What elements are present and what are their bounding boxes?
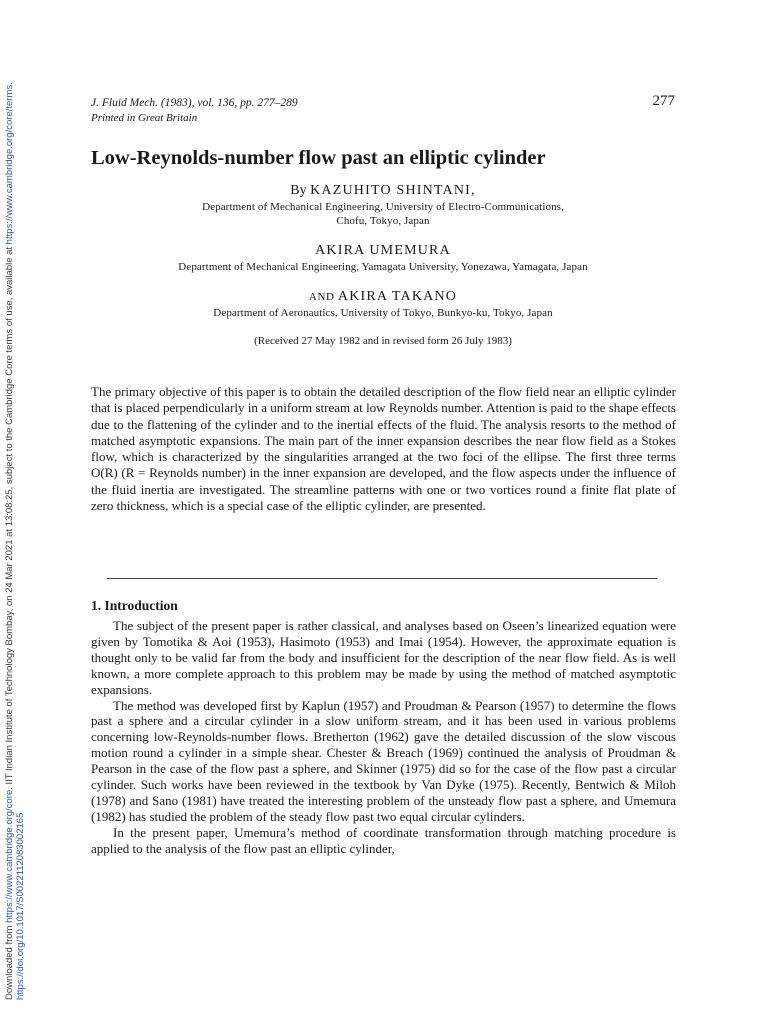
author-block	[88, 287, 678, 321]
section-heading: 1. Introduction	[91, 598, 178, 613]
paper-title: Low-Reynolds-number flow past an elliptic cylinder	[91, 147, 546, 169]
paragraph: The method was developed first by Kaplun (1957) and Proudman & Pearson (1957) to determine the flows past a sphere and a circular cylinder in a slow uniform stream, and it has been used in various problems concerning low-Reynolds-number flows. Bretherton (1962) gave the detailed discussion of the slow viscous motion round a cylinder in a simple shear. Chester & Breach (1969) continued the analysis of Proudman & Pearson in the case of the flow past a sphere, and Skinner (1975) did so for the case of the flow past a circular cylinder. Such works have been reviewed in the textbook by Van Dyke (1975). Recently, Bentwich & Miloh (1978) and Sano (1981) have treated the interesting problem of the unsteady flow past a sphere, and Umemura (1982) has studied the problem of the steady flow past two equal circular cylinders.	[91, 697, 676, 824]
author-name	[88, 181, 678, 201]
author-affiliation: Department of Aeronautics, University of Tokyo, Bunkyo-ku, Tokyo, Japan	[213, 306, 553, 319]
journal-citation: J. Fluid Mech. (1983), vol. 136, pp. 277–289	[91, 97, 298, 109]
author-block	[88, 181, 678, 228]
author-name-text: AKIRA TAKANO	[337, 288, 458, 304]
author-affiliation: Department of Mechanical Engineering, Yamagata University, Yonezawa, Yamagata, Japan	[178, 261, 588, 273]
author-affiliation: Department of Mechanical Engineering, University of Electro-Communications,	[202, 201, 564, 213]
download-notice-text: . IIT Indian Institute of Technology Bombay, on 24 Mar 2021 at 13:08:25, subject to the Cambridge Core terms of use, available at	[4, 244, 15, 790]
author-name: AKIRA UMEMURA	[315, 243, 451, 258]
author-affiliation: Chofu, Tokyo, Japan	[336, 214, 430, 227]
cambridge-core-link[interactable]: https://www.cambridge.org/core	[4, 789, 15, 923]
author-block	[88, 241, 678, 275]
author-name-text: KAZUHITO SHINTANI,	[310, 183, 476, 198]
download-notice-line	[4, 82, 15, 1000]
abstract: The primary objective of this paper is to obtain the detailed description of the flow field near an elliptic cylinder that is placed perpendicularly in a uniform stream at low Reynolds number. Attention is paid to the shape effects due to the flattening of the cylinder and to the inertial effects of the fluid. The analysis resorts to the method of matched asymptotic expansions. The main part of the inner expansion describes the near flow field as a Stokes flow, which is characterized by the singularities arranged at the two foci of the ellipse. The first three terms O(R) (R = Reynolds number) in the inner expansion are developed, and the flow aspects under the influence of the fluid inertia are investigated. The streamline patterns with one or two vortices round a finite flat plate of zero thickness, which is a special case of the elliptic cylinder, are presented.	[91, 384, 676, 514]
page-number: 277	[652, 93, 675, 109]
download-prefix-text: Downloaded from	[4, 922, 15, 1000]
abstract-divider	[107, 578, 657, 579]
printed-in-note: Printed in Great Britain	[91, 112, 198, 124]
doi-link[interactable]: https://doi.org/10.1017/S0022112083002165	[15, 812, 26, 1000]
download-sidebar	[2, 0, 26, 1024]
author-name	[88, 287, 678, 307]
download-notice-end: .	[4, 82, 15, 85]
terms-link[interactable]: https://www.cambridge.org/core/terms	[4, 84, 15, 245]
paragraph: The subject of the present paper is rather classical, and analyses based on Oseen’s linearized equation were given by Tomotika & Aoi (1953), Hasimoto (1953) and Imai (1954). However, the approximate equation is thought only to be valid far from the body and insufficient for the description of the near flow field. As is well known, a more complete approach to this problem may be made by using the method of matched asymptotic expansions.	[91, 618, 676, 697]
paragraph: In the present paper, Umemura’s method of coordinate transformation through matching procedure is applied to the analysis of the flow past an elliptic cylinder,	[91, 824, 676, 856]
author-prefix: By	[290, 183, 311, 198]
introduction-body	[91, 618, 676, 857]
author-list	[88, 181, 678, 348]
author-prefix: AND	[308, 290, 338, 303]
received-dates: (Received 27 May 1982 and in revised form 26 July 1983)	[254, 335, 512, 347]
running-header	[91, 95, 685, 129]
download-notice	[4, 82, 26, 1000]
